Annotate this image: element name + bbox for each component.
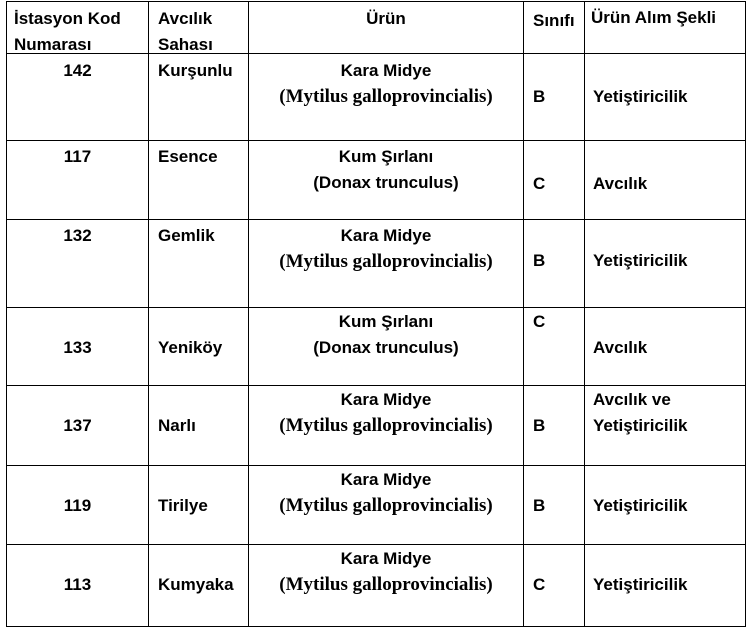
header-method <box>585 2 746 54</box>
product-name: Kara Midye <box>340 470 432 489</box>
cell-product <box>249 545 524 627</box>
table-row <box>7 545 746 627</box>
class-value: C <box>533 174 546 193</box>
cell-product <box>249 466 524 545</box>
method-value-line2: Yetiştiricilik <box>593 416 688 435</box>
product-scientific-name: (Mytilus galloprovincialis) <box>279 415 493 436</box>
cell-method <box>585 308 746 386</box>
cell-method <box>585 54 746 141</box>
method-value: Yetiştiricilik <box>593 496 688 515</box>
method-value: Yetiştiricilik <box>593 575 688 594</box>
header-class-label: Sınıfı <box>533 11 575 30</box>
method-value: Yetiştiricilik <box>593 87 688 106</box>
product-name: Kara Midye <box>340 549 432 568</box>
header-station-code <box>7 2 149 54</box>
cell-area <box>149 141 249 220</box>
cell-method <box>585 545 746 627</box>
header-area-line1: Avcılık <box>158 9 213 28</box>
cell-code <box>7 54 149 141</box>
cell-class <box>524 141 585 220</box>
cell-code <box>7 141 149 220</box>
station-table <box>6 1 746 627</box>
station-code: 137 <box>63 416 92 435</box>
cell-method <box>585 386 746 466</box>
area-name: Kurşunlu <box>158 61 233 80</box>
table-row <box>7 220 746 308</box>
cell-code <box>7 545 149 627</box>
header-product <box>249 2 524 54</box>
cell-method <box>585 220 746 308</box>
header-area <box>149 2 249 54</box>
area-name: Kumyaka <box>158 575 234 594</box>
cell-product <box>249 141 524 220</box>
class-value: C <box>533 312 546 331</box>
table-row <box>7 386 746 466</box>
product-scientific-name: (Mytilus galloprovincialis) <box>279 495 493 516</box>
area-name: Gemlik <box>158 226 215 245</box>
area-name: Tirilye <box>158 496 208 515</box>
cell-code <box>7 466 149 545</box>
station-code: 119 <box>63 496 92 515</box>
cell-method <box>585 466 746 545</box>
method-value-line1: Avcılık ve <box>593 390 671 409</box>
class-value: C <box>533 575 546 594</box>
product-name: Kara Midye <box>340 61 432 80</box>
table-header-row <box>7 2 746 54</box>
product-name: Kum Şırlanı <box>338 312 434 331</box>
header-station-code-line2: Numarası <box>14 35 92 54</box>
method-value: Avcılık <box>593 338 648 357</box>
header-area-line2: Sahası <box>158 35 213 54</box>
table-row <box>7 141 746 220</box>
cell-class <box>524 308 585 386</box>
cell-class <box>524 54 585 141</box>
class-value: B <box>533 416 546 435</box>
product-name: Kara Midye <box>340 226 432 245</box>
station-code: 117 <box>63 147 92 166</box>
area-name: Narlı <box>158 416 196 435</box>
product-name: Kara Midye <box>340 390 432 409</box>
cell-area <box>149 54 249 141</box>
cell-code <box>7 308 149 386</box>
header-class <box>524 2 585 54</box>
product-scientific-name: (Mytilus galloprovincialis) <box>279 574 493 595</box>
cell-method <box>585 141 746 220</box>
class-value: B <box>533 496 546 515</box>
product-scientific-name: (Mytilus galloprovincialis) <box>279 86 493 107</box>
method-value: Yetiştiricilik <box>593 251 688 270</box>
table-row <box>7 54 746 141</box>
cell-code <box>7 386 149 466</box>
class-value: B <box>533 251 546 270</box>
class-value: B <box>533 87 546 106</box>
table-row <box>7 308 746 386</box>
cell-area <box>149 466 249 545</box>
cell-class <box>524 386 585 466</box>
cell-area <box>149 386 249 466</box>
cell-product <box>249 308 524 386</box>
table-row <box>7 466 746 545</box>
cell-class <box>524 545 585 627</box>
header-product-label: Ürün <box>366 9 406 28</box>
cell-product <box>249 54 524 141</box>
product-scientific-name: (Donax trunculus) <box>313 338 459 357</box>
header-method-label: Ürün Alım Şekli <box>591 8 717 27</box>
area-name: Yeniköy <box>158 338 223 357</box>
cell-product <box>249 386 524 466</box>
cell-area <box>149 308 249 386</box>
header-station-code-line1: İstasyon Kod <box>14 9 121 28</box>
product-scientific-name: (Mytilus galloprovincialis) <box>279 251 493 272</box>
area-name: Esence <box>158 147 218 166</box>
station-code: 142 <box>63 61 92 80</box>
cell-product <box>249 220 524 308</box>
cell-area <box>149 220 249 308</box>
station-code: 113 <box>63 575 92 594</box>
cell-class <box>524 466 585 545</box>
cell-code <box>7 220 149 308</box>
product-scientific-name: (Donax trunculus) <box>313 173 459 192</box>
product-name: Kum Şırlanı <box>338 147 434 166</box>
station-code: 133 <box>63 338 92 357</box>
cell-class <box>524 220 585 308</box>
cell-area <box>149 545 249 627</box>
method-value: Avcılık <box>593 174 648 193</box>
station-code: 132 <box>63 226 92 245</box>
